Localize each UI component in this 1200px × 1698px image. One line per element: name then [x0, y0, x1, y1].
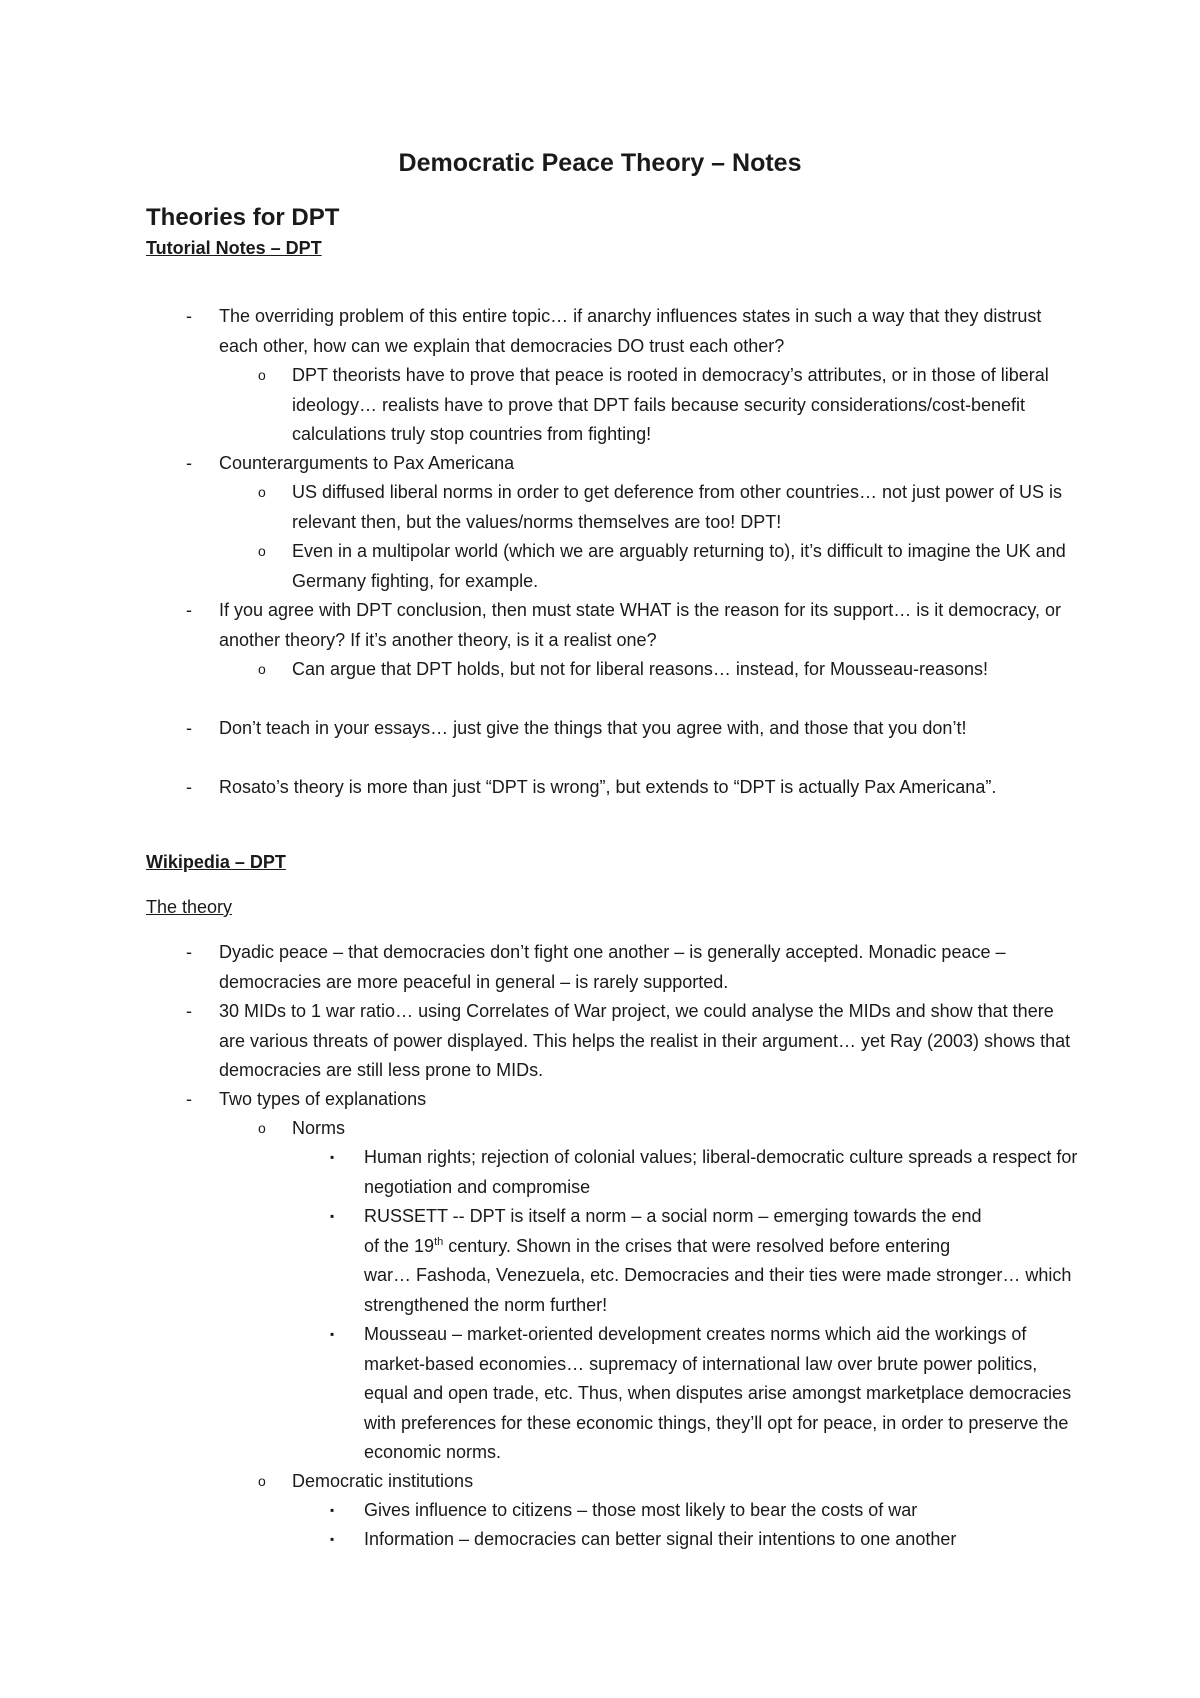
dash-marker: - — [186, 718, 192, 738]
square-marker: ▪ — [330, 1532, 335, 1546]
circle-marker: o — [258, 1473, 266, 1489]
square-marker: ▪ — [330, 1150, 335, 1164]
circle-marker: o — [258, 367, 266, 383]
circle-marker: o — [258, 543, 266, 559]
dash-marker: - — [186, 1089, 192, 1109]
dash-marker: - — [186, 777, 192, 797]
document-page: Democratic Peace Theory – Notes Theories for DPT Tutorial Notes – DPT - The overriding problem of this entire topic… if anarchy influences states in such a way that they distrust each other, how can we explain that democracies DO trust each other? o DPT theorists have to prove that peace is rooted in democracy’s attributes, or in those of liberal ideology… realists have to prove that DPT fails because security considerations/cost-benefit calculations truly stop countries from fighting! - Counterarguments to Pax Americana o US diffused liberal norms in order to get deference from other countries… not just power of US is relevant then, but the values/norms themselves are too! DPT! o Even in a multipolar world (which we are arguably returning to), it’s difficult to imagine the UK and Germany fighting, for example. - If you agree with DPT conclusion, then must state WHAT is the reason for its support… is it democracy, or another theory? If it’s another theory, is it a realist one? o Can argue that DPT holds, but not for liberal reasons… instead, for Mousseau-reasons! - Don’t teach in your essays… just give the things that you agree with, and those that you don’t! - Rosato’s theory is more than just “DPT is wrong”, but extends to “DPT is actually Pax Americana”. Wikipedia – DPT The theory - Dyadic peace – that democracies don’t fight one another – is generally accepted. Monadic peace – democracies are more peaceful in general – is rarely supported. - 30 MIDs to 1 war ratio… using Correlates of War project, we could analyse the MIDs and show that there are various threats of power displayed. This helps the realist in their argument… yet Ray (2003) shows that democracies are still less prone to MIDs. - Two types of explanations o Norms ▪ Human rights; rejection of colonial values; liberal-democratic culture spreads a respect for negotiation and compromise ▪ RUSSETT -- DPT is itself a norm – a social norm – emerging towards the end of the 19th century. Shown in the crises that were resolved before entering war… Fashoda, Venezuela, etc. Democracies and their ties were made stronger… which strengthened the norm further! ▪ Mousseau – market-oriented development creates norms which aid the workings of market-based economies… supremacy of international law over brute power politics, equal and open trade, etc. Thus, when disputes arise amongst marketplace democracies with preferences for these economic things, they’ll opt for peace, in order to preserve the economic norms. o Democratic institutions ▪ Gives influence to citizens – those most likely to bear the costs of war ▪ Information – democracies can better signal their intentions to one another — [0, 0, 1200, 1698]
document-title: Democratic Peace Theory – Notes — [398, 149, 802, 177]
tutorial-notes-heading: Tutorial Notes – DPT — [146, 238, 322, 258]
wikipedia-heading: Wikipedia – DPT — [146, 852, 286, 872]
dash-marker: - — [186, 306, 192, 326]
the-theory-subheading: The theory — [146, 897, 233, 917]
dash-marker: - — [186, 1001, 192, 1021]
dash-marker: - — [186, 453, 192, 473]
dash-marker: - — [186, 942, 192, 962]
square-marker: ▪ — [330, 1503, 335, 1517]
square-marker: ▪ — [330, 1209, 335, 1223]
square-marker: ▪ — [330, 1327, 335, 1341]
circle-marker: o — [258, 661, 266, 677]
section-heading: Theories for DPT — [146, 204, 340, 231]
circle-marker: o — [258, 484, 266, 500]
circle-marker: o — [258, 1120, 266, 1136]
dash-marker: - — [186, 600, 192, 620]
